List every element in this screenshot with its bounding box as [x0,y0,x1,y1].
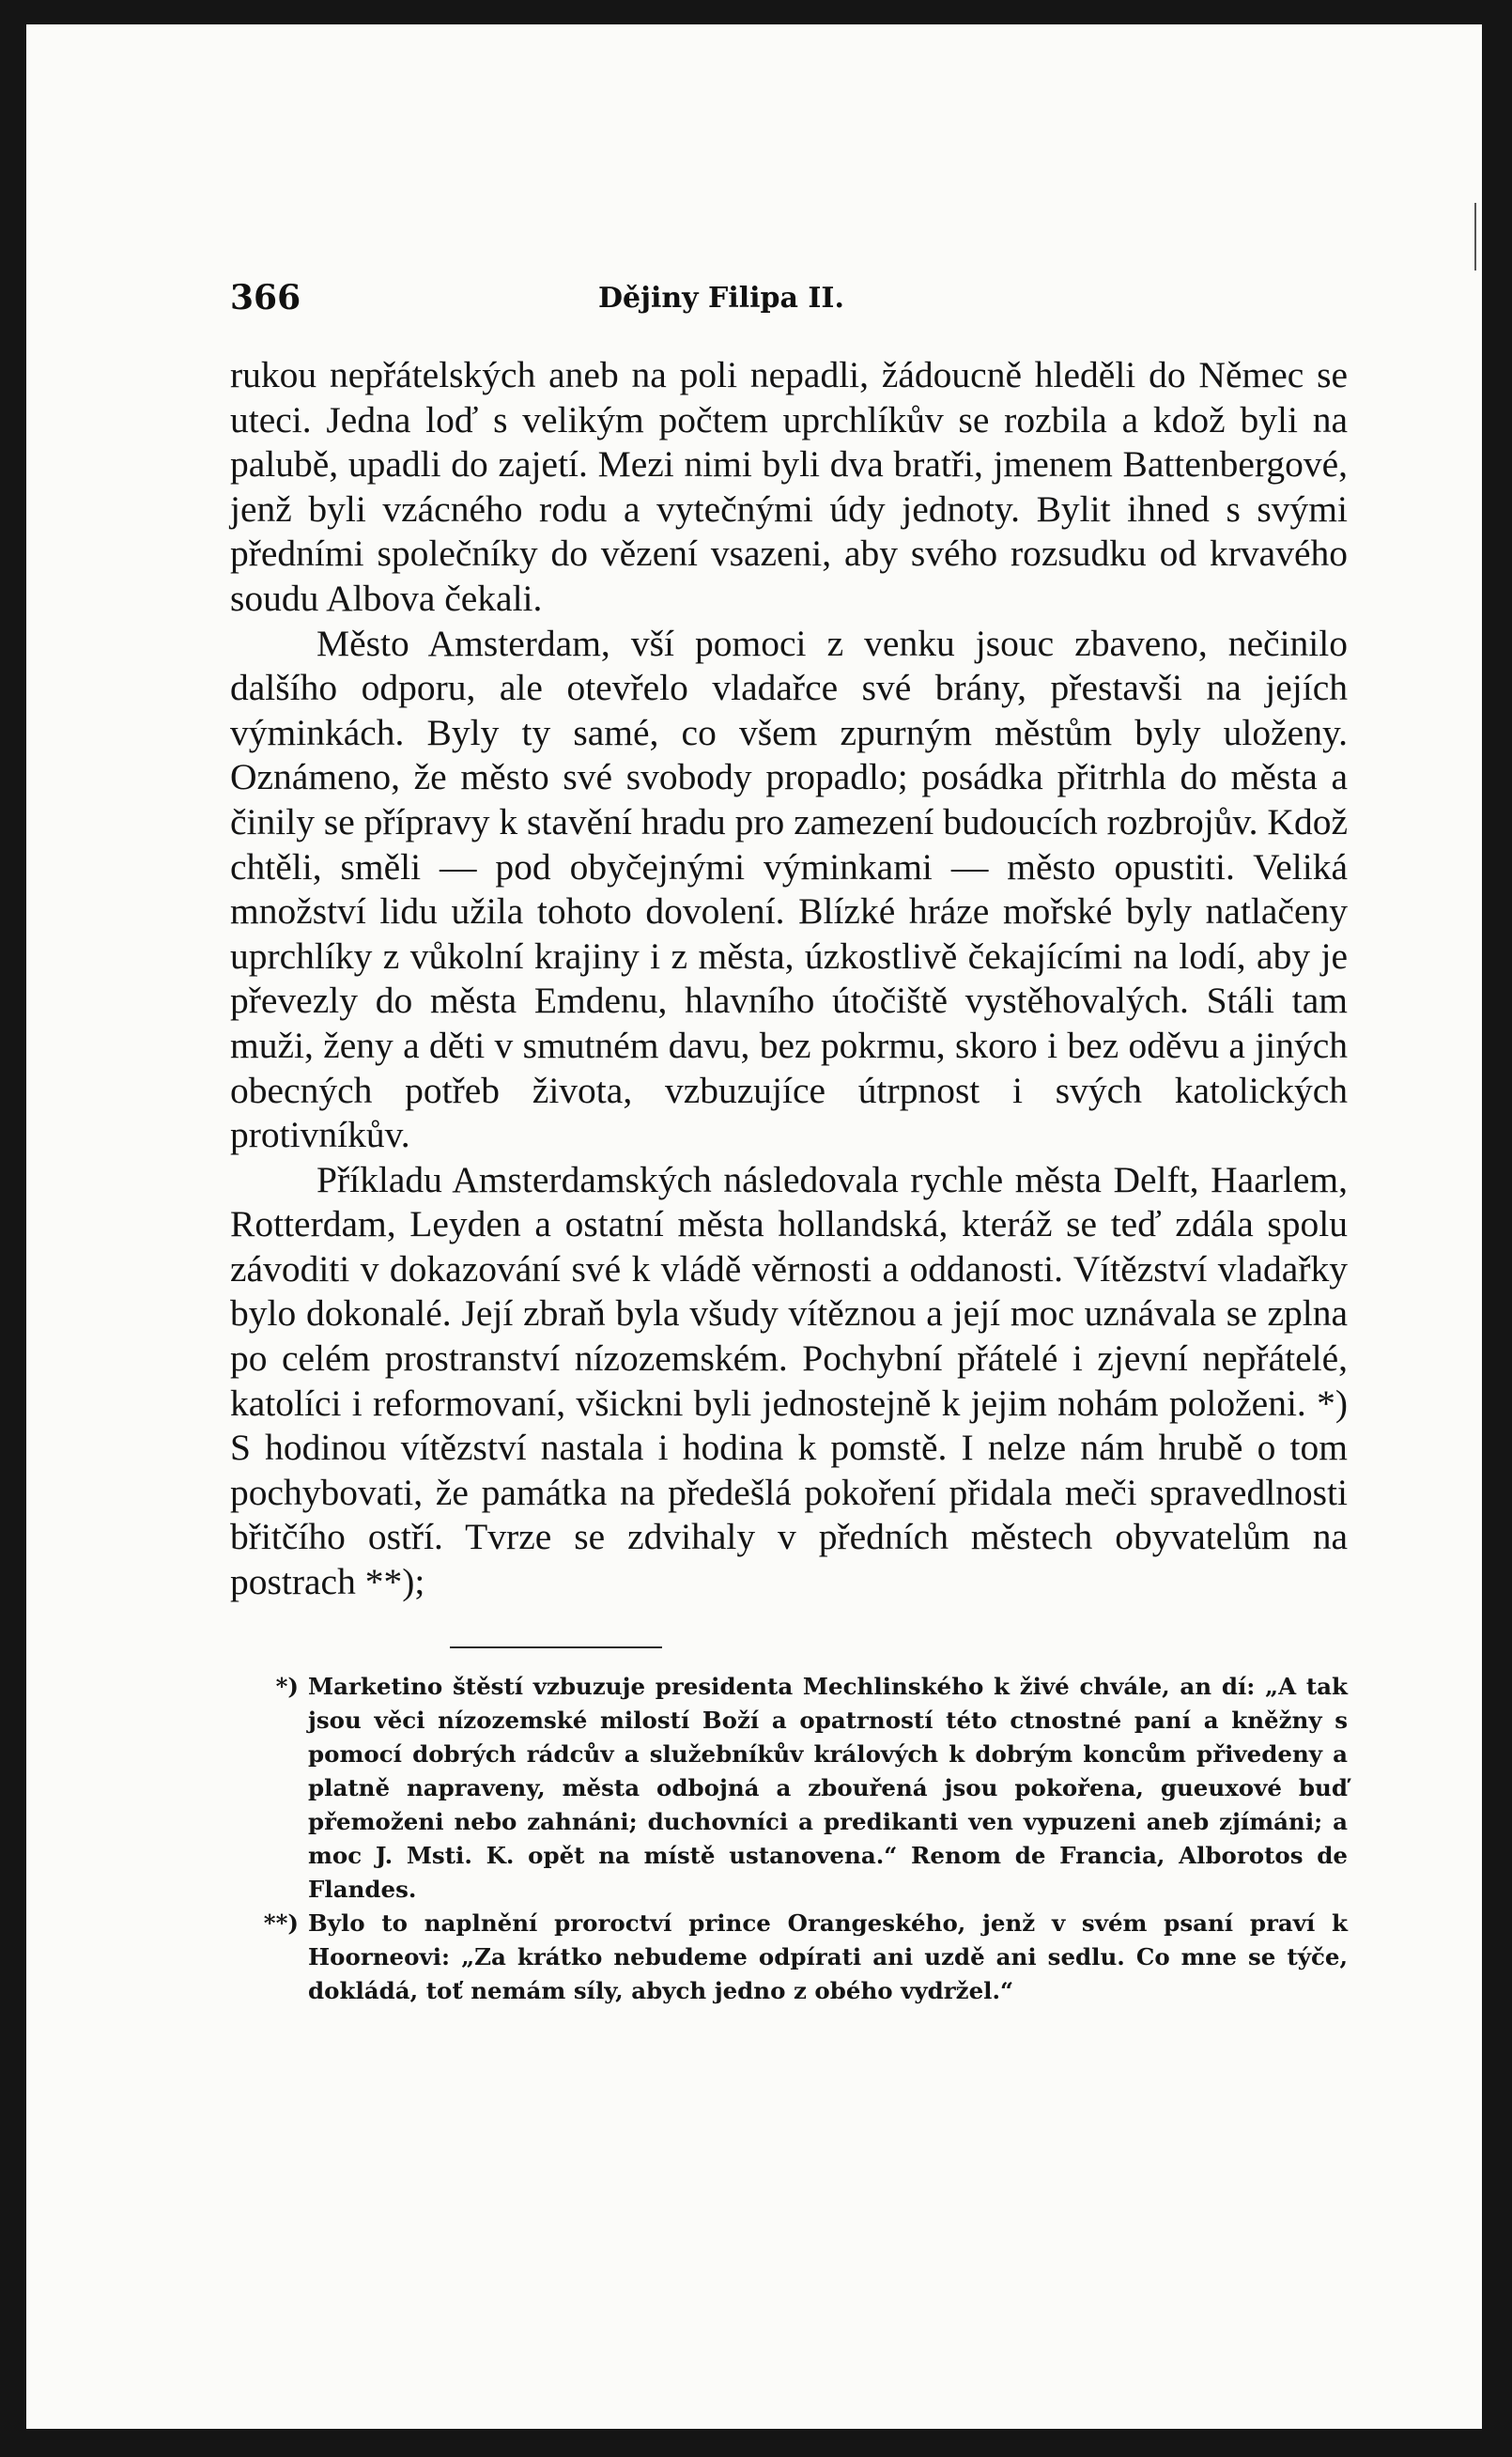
footnote-divider [450,1646,662,1648]
footnote-text-1: Marketino štěstí vzbuzuje presidenta Mechlinského k živé chvále, an dí: „A tak jsou věci nízozemské milostí Boží a opatrností této ctnostné paní a kněžny s pomocí dobrých rádcův a služebníkův králových k dobrým koncům přivedeny a platně napraveny, města odbojná a zbouřená jsou pokořena, gueuxové buď přemoženi nebo zahnáni; duchovníci a predikanti ven vypuzeni aneb zjímáni; a moc J. Msti. K. opět na místě ustanovena.“ Renom de Francia, Alborotos de Flandes. [308,1673,1348,1903]
paragraph-3: Příkladu Amsterdamských následovala rychle města Delft, Haarlem, Rotterdam, Leyden a ostatní města hollandská, kteráž se teď zdála spolu závoditi v dokazování své k vládě věrnosti a oddanosti. Vítězství vladařky bylo dokonalé. Její zbraň byla všudy vítěznou a její moc uznávala se zplna po celém prostranství nízozemském. Pochybní přátelé i zjevní nepřátelé, katolíci i reformovaní, všickni byli jednostejně k jejim nohám položeni. *) S hodinou vítězství nastala i hodina k pomstě. I nelze nám hrubě o tom pochybovati, že památka na předešlá pokoření přidala meči spravedlnosti břitčího ostří. Tvrze se zdvihaly v předních městech obyvatelům na postrach **); [230,1158,1348,1603]
footnote-text-2: Bylo to naplnění proroctví prince Orangeského, jenž v svém psaní praví k Hoorneovi: „Za krátko nebudeme odpírati ani uzdě ani sedlu. Co mne se týče, dokládá, toť nemám síly, abych jedno z obého vydržel.“ [308,1909,1348,2004]
paragraph-1: rukou nepřátelských aneb na poli nepadli, žádoucně hleděli do Němec se uteci. Jedna loď s velikým počtem uprchlíkův se rozbila a kdož byli na palubě, upadli do zajetí. Mezi nimi byli dva bratři, jmenem Battenbergové, jenž byli vzácného rodu a vytečnými údy jednoty. Bylit ihned s svými předními společníky do vězení vsazeni, aby svého rozsudku od krvavého soudu Albova čekali. [230,354,1348,619]
footnote-2 [263,1907,1348,2008]
paragraph-2: Město Amsterdam, vší pomoci z venku jsouc zbaveno, nečinilo dalšího odporu, ale otevřelo vladařce své brány, přestavši na jejích výminkách. Byly ty samé, co všem zpurným městům byly uloženy. Oznámeno, že město své svobody propadlo; posádka přitrhla do města a činily se přípravy k stavění hradu pro zamezení budoucích rozbrojův. Kdož chtěli, směli — pod obyčejnými výminkami — město opustiti. Veliká množství lidu užila tohoto dovolení. Blízké hráze mořské byly natlačeny uprchlíky z vůkolní krajiny i z města, úzkostlivě čekajícími na lodí, aby je převezly do města Emdenu, hlavního útočiště vystěhovalých. Stáli tam muži, ženy a děti v smutném davu, bez pokrmu, skoro i bez oděvu a jiných obecných potřeb života, vzbuzujíce útrpnost i svých katolických protivníkův. [230,622,1348,1156]
footnote-marker-2: **) [263,1909,299,1937]
main-text [230,353,1348,1605]
footnote-marker-1: *) [275,1673,299,1700]
scan-edge-mark [1474,203,1476,270]
running-title: Dějiny Filipa II. [598,282,844,315]
footnotes [263,1670,1348,2008]
running-head [230,278,1348,334]
footnote-1 [275,1670,1348,1907]
page-number: 366 [230,278,301,317]
book-page [26,24,1482,2429]
